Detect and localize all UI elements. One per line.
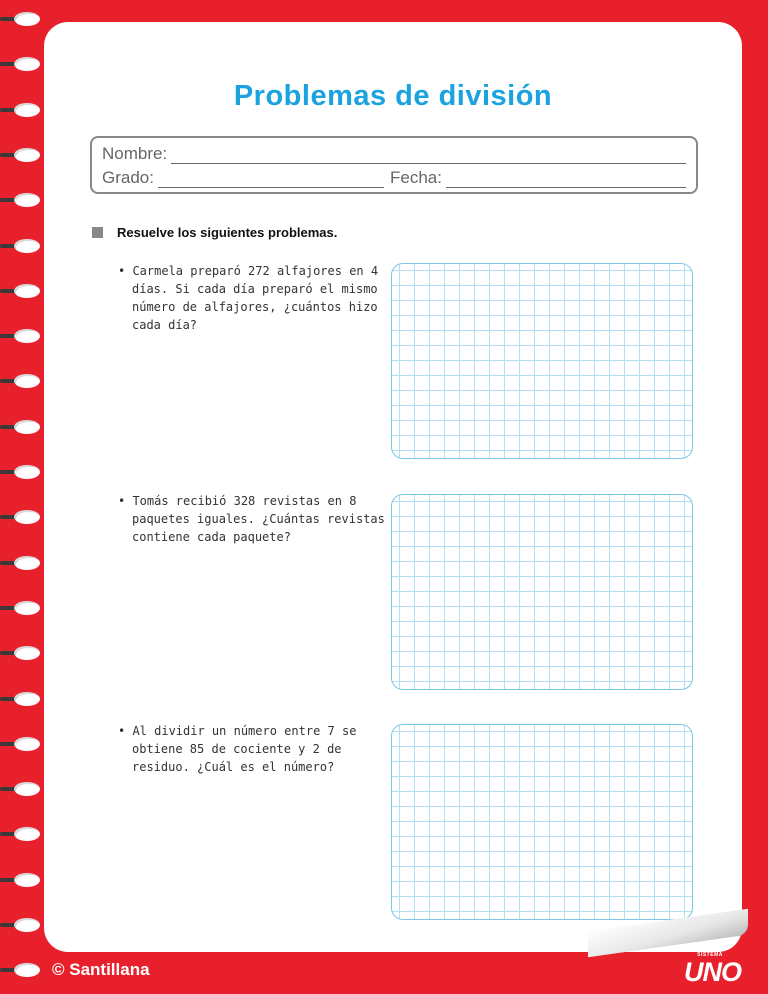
binding-hole	[14, 873, 40, 887]
problem-3-answer-grid[interactable]	[391, 724, 693, 920]
binding-hole	[14, 420, 40, 434]
binding-hole	[14, 737, 40, 751]
binding-hole	[14, 646, 40, 660]
problem-1-answer-grid[interactable]	[391, 263, 693, 459]
problem-2-answer-grid[interactable]	[391, 494, 693, 690]
binding-hole	[14, 329, 40, 343]
problem-1-text: • Carmela preparó 272 alfajores en 4 días. Si cada día preparó el mismo número de alfajores, ¿cuántos hizo cada día?	[118, 264, 379, 332]
instruction-text: Resuelve los siguientes problemas.	[117, 225, 338, 240]
logo-big-text: UNO	[684, 957, 741, 987]
problem-3-text: • Al dividir un número entre 7 se obtiene 85 de cociente y 2 de residuo. ¿Cuál es el número?	[118, 724, 357, 774]
fecha-label: Fecha:	[389, 168, 442, 187]
nombre-label: Nombre:	[102, 144, 168, 163]
instruction	[92, 225, 337, 240]
nombre-field[interactable]	[171, 148, 686, 164]
page-title: Problemas de división	[233, 80, 553, 112]
binding-hole	[14, 465, 40, 479]
grado-field[interactable]	[158, 172, 384, 188]
binding-hole	[14, 601, 40, 615]
student-info-box	[90, 136, 698, 194]
problem-2-text: • Tomás recibió 328 revistas en 8 paquetes iguales. ¿Cuántas revistas contiene cada paquete?	[118, 494, 385, 544]
binding-hole	[14, 782, 40, 796]
binding-hole	[14, 692, 40, 706]
binding-hole	[14, 374, 40, 388]
spiral-binding	[0, 0, 44, 994]
binding-hole	[14, 510, 40, 524]
worksheet-page	[44, 22, 742, 952]
binding-hole	[14, 239, 40, 253]
binding-hole	[14, 918, 40, 932]
logo-small-text: SISTEMA	[697, 952, 723, 958]
binding-hole	[14, 963, 40, 977]
santillana-copyright: © Santillana	[52, 960, 150, 979]
binding-hole	[14, 148, 40, 162]
square-bullet-icon	[92, 227, 103, 238]
binding-hole	[14, 12, 40, 26]
binding-hole	[14, 103, 40, 117]
sistema-uno-logo	[684, 952, 741, 988]
fecha-field[interactable]	[446, 172, 686, 188]
grado-label: Grado:	[102, 168, 154, 187]
binding-hole	[14, 284, 40, 298]
binding-hole	[14, 556, 40, 570]
binding-hole	[14, 827, 40, 841]
binding-hole	[14, 57, 40, 71]
binding-hole	[14, 193, 40, 207]
